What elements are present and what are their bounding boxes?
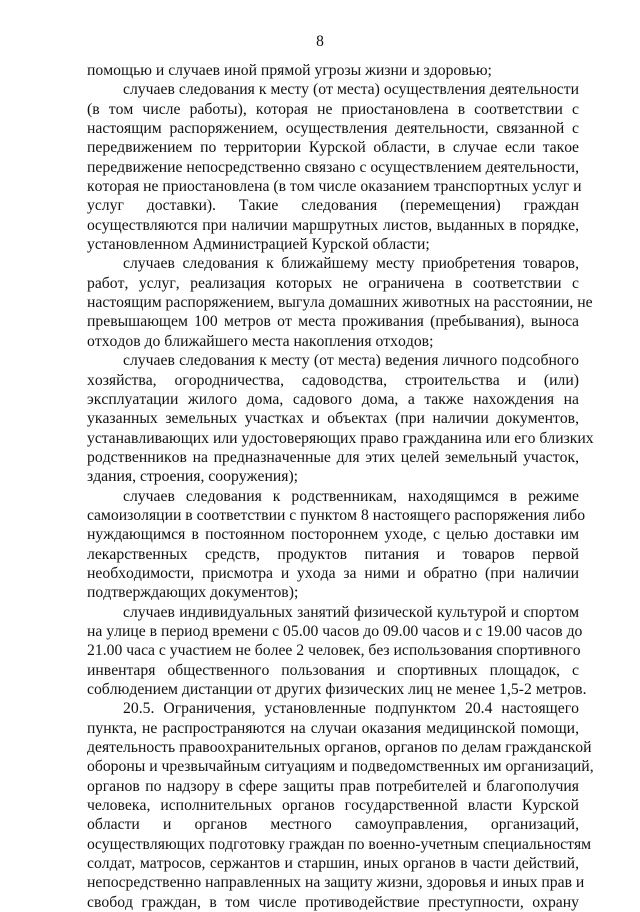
paragraph (87, 61, 579, 80)
text-line: устанавливающих или удостоверяющих право гражданина или его близких (87, 429, 594, 447)
text-line: превышающем 100 метров от места проживания (пребывания), выноса (87, 313, 579, 331)
text-line: передвижение непосредственно связано с осуществлением деятельности, (87, 158, 579, 176)
text-line: осуществляются при наличии маршрутных листов, выданных в порядке, (87, 216, 579, 234)
text-line: отходов до ближайшего места накопления отходов; (87, 332, 434, 350)
text-line: свобод граждан, в том числе противодействие преступности, охрану (87, 893, 579, 911)
text-line: случаев следования к месту (от места) ведения личного подсобного (123, 352, 579, 370)
text-line: солдат, матросов, сержантов и старшин, иных органов в части действий, (87, 855, 579, 873)
text-line: пункта, не распространяются на случаи оказания медицинской помощи, (87, 719, 579, 737)
text-line: родственников на предназначенные для этих целей земельный участок, (87, 448, 579, 466)
text-line: случаев индивидуальных занятий физической культурой и спортом (123, 603, 579, 621)
paragraph (87, 603, 587, 700)
text-line: которая не приостановлена (в том числе оказанием транспортных услуг и (87, 178, 582, 196)
text-line: человека, исполнительных органов государственной власти Курской (87, 797, 579, 815)
paragraph (87, 487, 586, 603)
text-line: эксплуатации жилого дома, садового дома, а также нахождения на (87, 390, 579, 408)
paragraph (87, 254, 593, 351)
text-line: установленном Администрацией Курской области; (87, 236, 430, 254)
text-line: лекарственных средств, продуктов питания и товаров первой (87, 545, 579, 563)
text-line: соблюдением дистанции от других физических лиц не менее 1,5-2 метров. (87, 681, 587, 698)
text-line: здания, строения, сооружения); (87, 468, 299, 486)
text-line: инвентаря общественного пользования и спортивных площадок, с (87, 661, 579, 679)
text-line: 20.5. Ограничения, установленные подпунктом 20.4 настоящего (123, 700, 579, 718)
text-line: обороны и чрезвычайным ситуациям и подведомственных им организаций, (87, 758, 594, 776)
text-line: необходимости, присмотра и ухода за ними и обратно (при наличии (87, 564, 579, 582)
text-line: самоизоляции в соответствии с пунктом 8 настоящего распоряжения либо (87, 506, 586, 524)
text-line: указанных земельных участках и объектах (при наличии документов, (87, 410, 579, 428)
text-line: нуждающимся в постоянном постороннем уходе, с целью доставки им (87, 526, 579, 544)
text-line: услуг доставки). Такие следования (перемещения) граждан (87, 197, 579, 215)
paragraph (87, 699, 594, 912)
text-line: (в том числе работы), которая не приостановлена в соответствии с (87, 100, 579, 118)
text-line: хозяйства, огородничества, садоводства, строительства и (или) (87, 371, 579, 389)
text-line: подтверждающих документов); (87, 584, 299, 602)
paragraph (87, 80, 582, 254)
text-line: области и органов местного самоуправления, организаций, (87, 816, 579, 834)
text-line: случаев следования к ближайшему месту приобретения товаров, (123, 255, 579, 273)
text-line: 21.00 часа с участием не более 2 человек, без использования спортивного (87, 642, 581, 660)
text-line: передвижением по территории Курской области, в случае если такое (87, 139, 579, 157)
text-line: осуществляющих подготовку граждан по военно-учетным специальностям (87, 835, 592, 853)
text-line: органов по надзору в сфере защиты прав потребителей и благополучия (87, 777, 579, 795)
text-line: случаев следования к родственникам, находящимся в режиме (123, 487, 579, 505)
text-line: непосредственно направленных на защиту жизни, здоровья и иных прав и (87, 874, 585, 892)
text-line: на улице в период времени с 05.00 часов до 09.00 часов и с 19.00 часов до (87, 622, 583, 640)
text-line: деятельность правоохранительных органов, органов по делам гражданской (87, 739, 592, 757)
text-line: настоящим распоряжением, выгула домашних животных на расстоянии, не (87, 294, 593, 312)
page-number: 8 (316, 33, 324, 50)
text-line: помощью и случаев иной прямой угрозы жизни и здоровью; (87, 62, 492, 79)
text-line: работ, услуг, реализация которых не ограничена в соответствии с (87, 274, 579, 292)
paragraph (87, 351, 594, 486)
document-body (87, 61, 594, 912)
text-line: случаев следования к месту (от места) осуществления деятельности (123, 81, 579, 99)
text-line: настоящим распоряжением, осуществления деятельности, связанной с (87, 120, 579, 138)
